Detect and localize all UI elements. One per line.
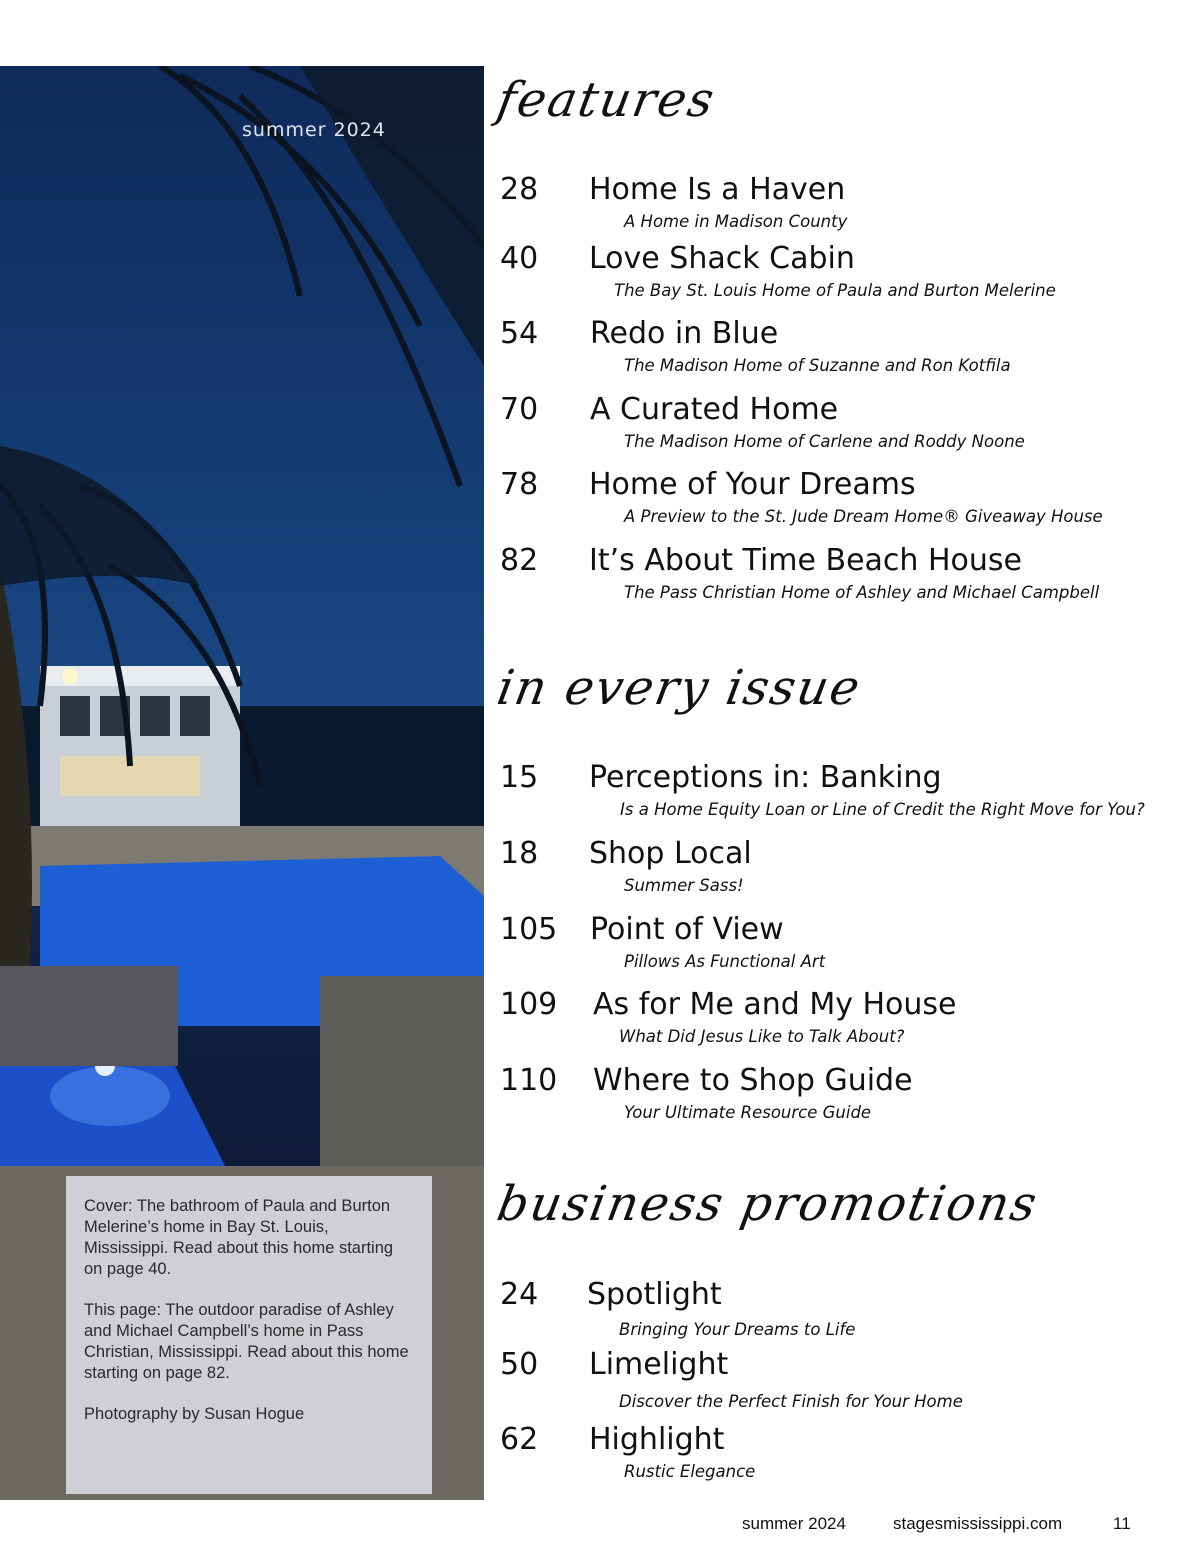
- entry-subtitle: Pillows As Functional Art: [624, 952, 826, 971]
- entry-title: Love Shack Cabin: [589, 241, 855, 276]
- footer-website[interactable]: stagesmississippi.com: [893, 1514, 1063, 1533]
- entry-subtitle: The Madison Home of Suzanne and Ron Kotfila: [624, 356, 1011, 375]
- page-number: 15: [500, 760, 539, 795]
- entry-subtitle: Rustic Elegance: [624, 1462, 756, 1481]
- page-number: 110: [500, 1063, 558, 1098]
- entry-subtitle: A Preview to the St. Jude Dream Home® Giveaway House: [624, 507, 1103, 526]
- entry-subtitle: A Home in Madison County: [624, 212, 848, 231]
- entry-title: Shop Local: [589, 836, 752, 871]
- page-number: 78: [500, 467, 539, 502]
- every-issue-heading: in every issue: [493, 660, 866, 716]
- entry-title: Spotlight: [587, 1277, 722, 1312]
- entry-title: A Curated Home: [590, 392, 839, 427]
- season-label: summer 2024: [242, 119, 386, 141]
- entry-subtitle: The Pass Christian Home of Ashley and Michael Campbell: [624, 583, 1100, 602]
- entry-title: As for Me and My House: [593, 987, 957, 1022]
- entry-subtitle: Bringing Your Dreams to Life: [619, 1320, 856, 1339]
- page-number: 70: [500, 392, 539, 427]
- entry-title: Where to Shop Guide: [593, 1063, 913, 1098]
- page-number: 18: [500, 836, 539, 871]
- page-number: 109: [500, 987, 558, 1022]
- page-number: 28: [500, 172, 539, 207]
- footer-page-number: 11: [1113, 1514, 1131, 1533]
- cover-photo: [0, 66, 484, 1500]
- entry-subtitle: Is a Home Equity Loan or Line of Credit the Right Move for You?: [620, 800, 1145, 819]
- page-number: 54: [500, 316, 539, 351]
- entry-subtitle: The Bay St. Louis Home of Paula and Burton Melerine: [614, 281, 1056, 300]
- entry-title: Highlight: [589, 1422, 725, 1457]
- entry-title: Perceptions in: Banking: [589, 760, 942, 795]
- entry-subtitle: Summer Sass!: [624, 876, 744, 895]
- entry-title: Home of Your Dreams: [589, 467, 916, 502]
- promotions-heading: business promotions: [493, 1176, 1043, 1232]
- page-number: 50: [500, 1347, 539, 1382]
- entry-title: Redo in Blue: [590, 316, 779, 351]
- page-number: 62: [500, 1422, 539, 1457]
- features-heading: features: [493, 72, 720, 128]
- entry-subtitle: What Did Jesus Like to Talk About?: [619, 1027, 905, 1046]
- entry-subtitle: Your Ultimate Resource Guide: [624, 1103, 872, 1122]
- entry-subtitle: Discover the Perfect Finish for Your Home: [619, 1392, 963, 1411]
- page-number: 82: [500, 543, 539, 578]
- caption-cover: Cover: The bathroom of Paula and Burton Melerine’s home in Bay St. Louis, Mississippi. Read about this home starting on page 40.: [84, 1197, 394, 1278]
- entry-title: Point of View: [590, 912, 784, 947]
- photo-caption: [66, 1176, 432, 1494]
- footer-issue: summer 2024: [742, 1514, 846, 1533]
- caption-credit: Photography by Susan Hogue: [84, 1405, 305, 1423]
- entry-title: Home Is a Haven: [589, 172, 846, 207]
- entry-title: It’s About Time Beach House: [589, 543, 1022, 578]
- page-number: 24: [500, 1277, 539, 1312]
- caption-this-page: This page: The outdoor paradise of Ashley and Michael Campbell’s home in Pass Christian, Mississippi. Read about this home starting on page 82.: [84, 1301, 409, 1382]
- entry-title: Limelight: [589, 1347, 729, 1382]
- page-number: 105: [500, 912, 558, 947]
- entry-subtitle: The Madison Home of Carlene and Roddy Noone: [624, 432, 1025, 451]
- page-number: 40: [500, 241, 539, 276]
